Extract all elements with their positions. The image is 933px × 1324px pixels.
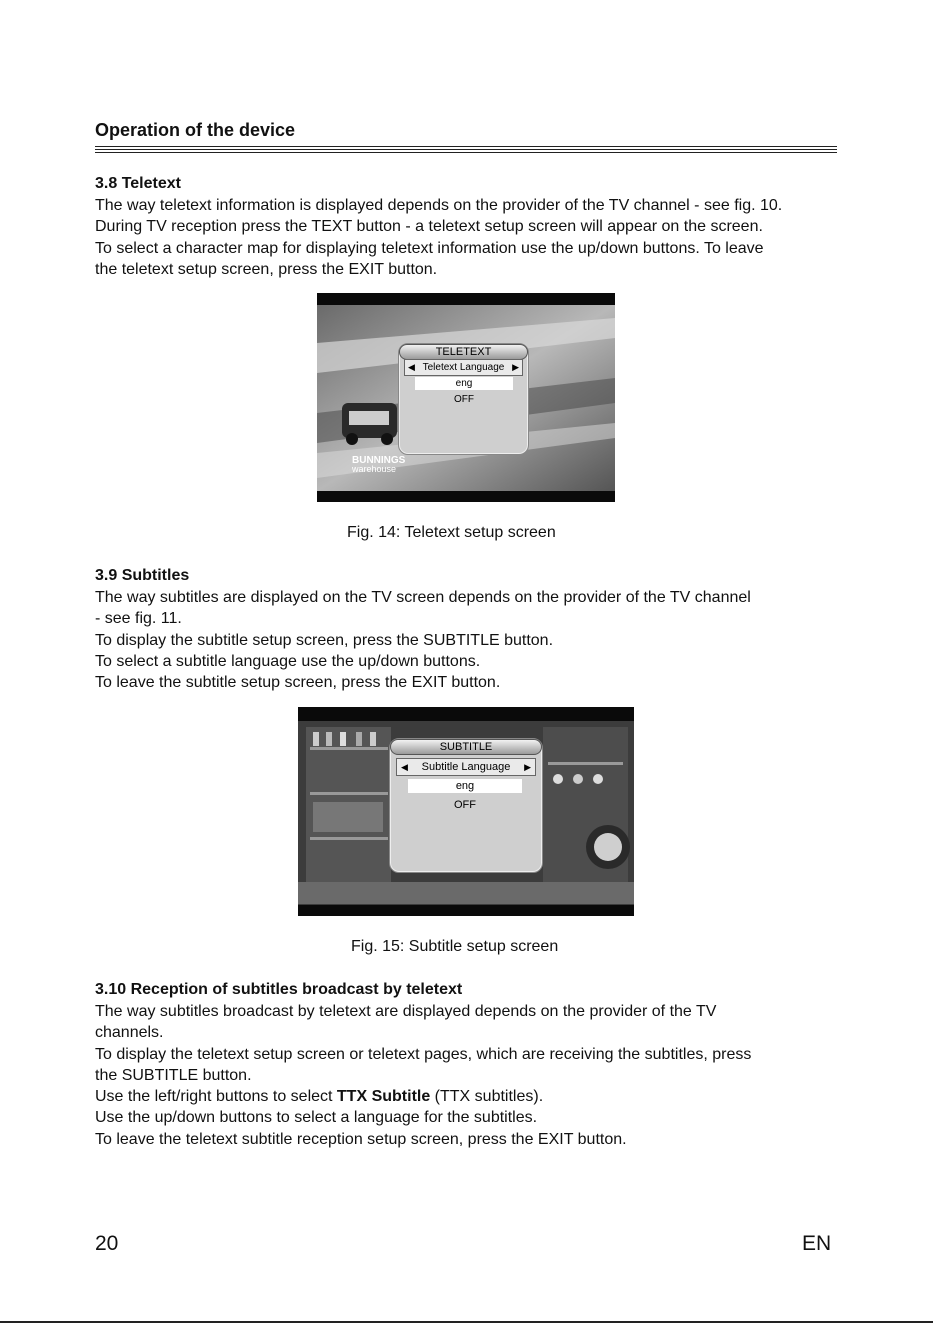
language-option-eng[interactable]: eng — [415, 377, 513, 390]
teletext-language-selector[interactable] — [404, 359, 523, 376]
paragraph-line: channels. — [95, 1024, 164, 1042]
page-bottom-edge — [0, 1321, 933, 1323]
right-triangle-icon[interactable]: ▶ — [512, 362, 519, 372]
left-triangle-icon[interactable]: ◀ — [401, 762, 408, 772]
text-run: (TTX subtitles). — [430, 1088, 544, 1106]
section-3-10-text — [95, 1001, 840, 1150]
paragraph-line: To leave the teletext subtitle reception setup screen, press the EXIT button. — [95, 1130, 627, 1148]
text-run: Use the left/right buttons to select — [95, 1088, 337, 1106]
subtitle-screenshot — [298, 707, 634, 916]
language-code: EN — [802, 1232, 832, 1255]
left-triangle-icon[interactable]: ◀ — [408, 362, 415, 372]
figure-15-caption: Fig. 15: Subtitle setup screen — [351, 938, 559, 955]
subtitle-osd-panel — [389, 738, 543, 873]
paragraph-line: The way teletext information is displayed depends on the provider of the TV channel - see fig. 10. — [95, 197, 783, 214]
language-option-off[interactable]: OFF — [454, 799, 476, 811]
right-triangle-icon[interactable]: ▶ — [524, 762, 531, 772]
language-option-off[interactable]: OFF — [454, 394, 474, 405]
paragraph-line: The way subtitles broadcast by teletext are displayed depends on the provider of the TV — [95, 1003, 717, 1020]
paragraph-line: - see fig. 11. — [95, 610, 182, 628]
page-header-title: Operation of the device — [95, 120, 296, 140]
ttx-subtitle-term: TTX Subtitle — [336, 1088, 431, 1106]
language-option-eng[interactable]: eng — [408, 779, 522, 793]
paragraph-line — [95, 1086, 840, 1107]
page-number: 20 — [95, 1232, 119, 1255]
teletext-osd-panel — [398, 343, 529, 455]
section-3-9-text — [95, 587, 840, 693]
paragraph-line: To select a subtitle language use the up/down buttons. — [95, 652, 481, 670]
paragraph-line: the SUBTITLE button. — [95, 1066, 252, 1084]
section-3-10-title: 3.10 Reception of subtitles broadcast by teletext — [95, 981, 463, 998]
paragraph-line: The way subtitles are displayed on the TV screen depends on the provider of the TV channel — [95, 589, 751, 606]
figure-14-caption: Fig. 14: Teletext setup screen — [347, 524, 556, 541]
header-rule — [95, 146, 837, 155]
paragraph-line: the teletext setup screen, press the EXIT button. — [95, 260, 438, 278]
paragraph-line: To display the teletext setup screen or teletext pages, which are receiving the subtitles, press — [95, 1045, 752, 1063]
paragraph-line: To display the subtitle setup screen, press the SUBTITLE button. — [95, 631, 554, 649]
paragraph-line: To select a character map for displaying teletext information use the up/down buttons. To leave — [95, 239, 764, 257]
teletext-screenshot — [317, 293, 615, 502]
option-label: Teletext Language — [422, 362, 505, 373]
osd-title: TELETEXT — [399, 344, 528, 360]
paragraph-line: Use the up/down buttons to select a language for the subtitles. — [95, 1109, 538, 1127]
bunnings-logo: BUNNINGS warehouse — [352, 455, 406, 474]
section-3-9-title: 3.9 Subtitles — [95, 567, 190, 584]
subtitle-language-selector[interactable] — [396, 758, 536, 776]
paragraph-line: To leave the subtitle setup screen, press the EXIT button. — [95, 674, 501, 692]
section-3-8-text — [95, 195, 840, 280]
section-3-8-title: 3.8 Teletext — [95, 175, 181, 192]
option-label: Subtitle Language — [421, 761, 511, 773]
paragraph-line: During TV reception press the TEXT button - a teletext setup screen will appear on the screen. — [95, 218, 763, 236]
osd-title: SUBTITLE — [390, 739, 542, 755]
